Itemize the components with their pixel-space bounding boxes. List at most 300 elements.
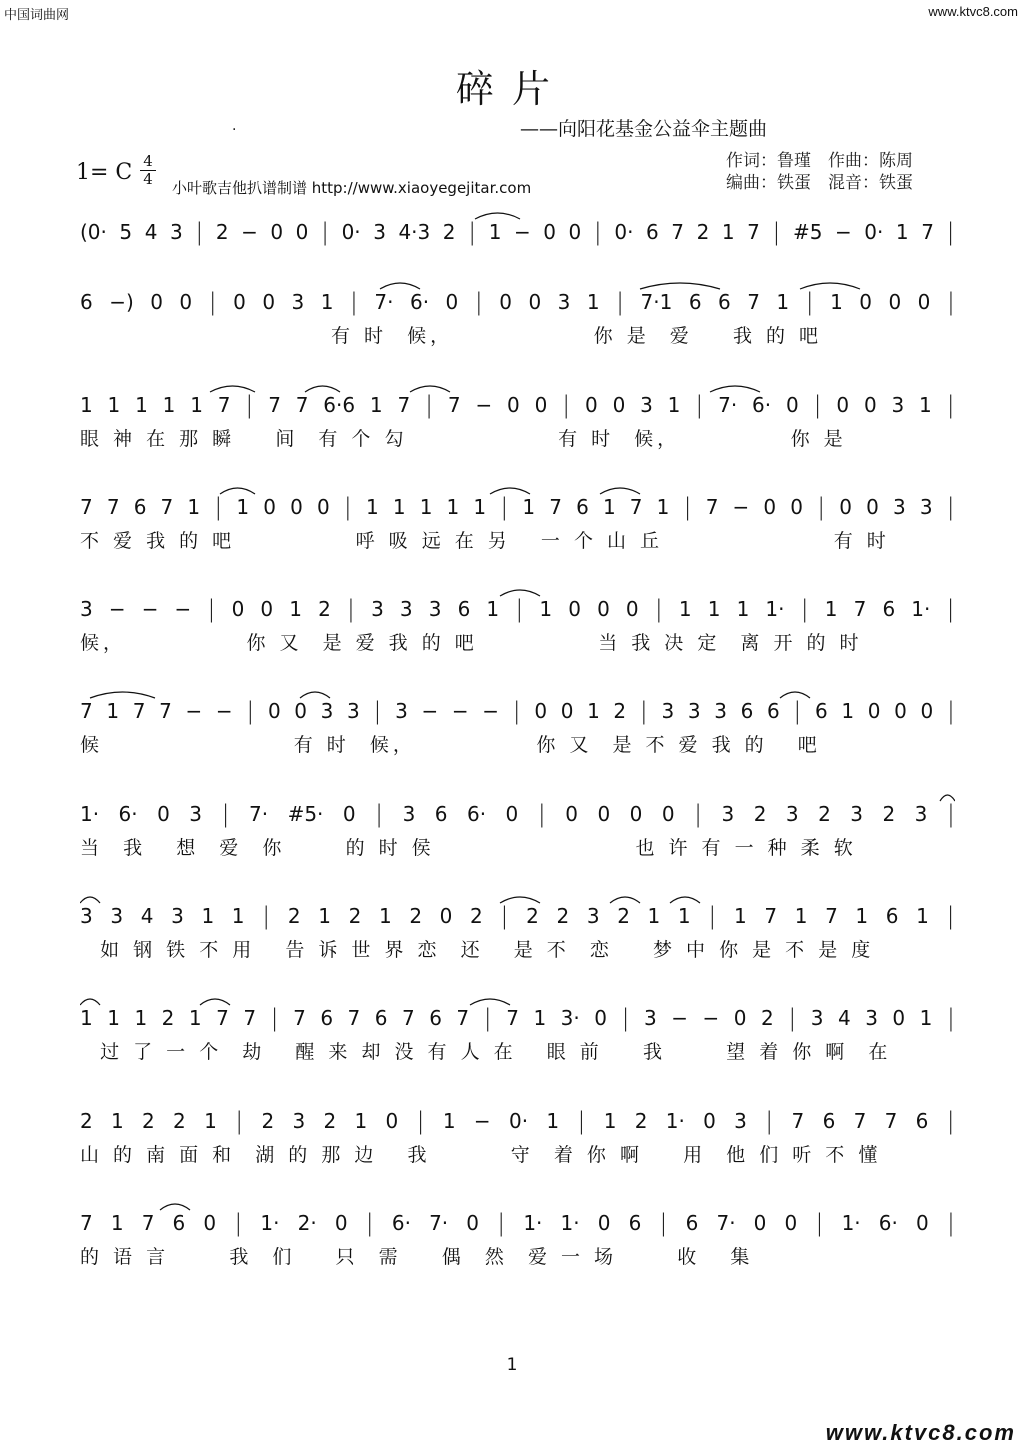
credits-line1: 作词：鲁瑾 作曲：陈周	[726, 151, 913, 171]
note: 3	[395, 699, 408, 723]
note: 0	[534, 699, 548, 723]
note: −	[475, 393, 493, 417]
barline: |	[788, 1004, 797, 1032]
notes-line	[80, 592, 955, 626]
note: 0	[231, 597, 245, 621]
notes-line	[80, 1104, 955, 1138]
note: −)	[109, 290, 134, 314]
barline: |	[946, 697, 955, 725]
note: 7	[106, 495, 120, 519]
barline: |	[817, 493, 826, 521]
note: 0	[763, 495, 777, 519]
note: 7	[216, 1006, 229, 1030]
note: 0	[179, 290, 193, 314]
note: 1·	[665, 1109, 685, 1133]
note: 0	[733, 1006, 747, 1030]
barline: |	[214, 493, 223, 521]
note: 1	[895, 220, 909, 244]
note: 6	[822, 1109, 836, 1133]
note: #5·	[287, 802, 324, 826]
note: 7	[447, 393, 461, 417]
note: 0	[866, 495, 879, 519]
note: 4	[837, 1006, 851, 1030]
note: 0	[385, 1109, 399, 1133]
note: 7	[217, 393, 231, 417]
barline: |	[500, 902, 509, 930]
note: 0	[150, 290, 163, 314]
note: 2	[818, 802, 831, 826]
note: 7	[80, 495, 93, 519]
note: 0	[594, 1006, 607, 1030]
note: 1	[486, 597, 500, 621]
note: 1·	[80, 802, 100, 826]
note: 6	[646, 220, 659, 244]
note: −	[482, 699, 499, 723]
note: 3	[661, 699, 675, 723]
note: 0	[466, 1211, 480, 1235]
note: 7·	[718, 393, 738, 417]
note: 7	[456, 1006, 470, 1030]
note: 0	[260, 597, 274, 621]
note: 0	[703, 1109, 716, 1133]
barline: |	[946, 493, 955, 521]
note: 0	[267, 699, 281, 723]
note: 0	[233, 290, 246, 314]
note: 2	[442, 220, 456, 244]
note: 3	[919, 495, 933, 519]
barline: |	[805, 288, 814, 316]
note: 1	[539, 597, 553, 621]
note: 0	[612, 393, 626, 417]
lyrics-line: 候 有 时 候， 你 又 是 不 爱 我 的 吧	[80, 734, 821, 756]
barline: |	[320, 218, 330, 246]
note: 2	[760, 1006, 774, 1030]
note: 0	[560, 699, 574, 723]
note: 6	[133, 495, 147, 519]
note: 1	[419, 495, 433, 519]
note: 6	[815, 699, 828, 723]
note: 7	[747, 220, 760, 244]
note: 0	[894, 699, 907, 723]
note: 5	[119, 220, 133, 244]
note: 7	[80, 1211, 93, 1235]
note: 3	[291, 290, 305, 314]
note: 1	[446, 495, 460, 519]
note: 2	[753, 802, 767, 826]
note: 0	[294, 699, 308, 723]
note: 2	[80, 1109, 93, 1133]
note: 3	[734, 1109, 747, 1133]
barline: |	[946, 902, 955, 930]
note: 1	[824, 597, 838, 621]
note: 2	[613, 699, 627, 723]
note: 7	[243, 1006, 257, 1030]
barline: |	[621, 1004, 630, 1032]
note: 1	[546, 1109, 560, 1133]
barline: |	[235, 1107, 244, 1135]
note: 1	[473, 495, 487, 519]
barline: |	[813, 391, 822, 419]
transcriber-credit: 小叶歌吉他扒谱制谱 http://www.xiaoyegejitar.com	[172, 179, 532, 197]
note: 7	[268, 393, 281, 417]
note: 1	[855, 904, 869, 928]
barline: |	[365, 1209, 374, 1237]
note: 1	[678, 597, 692, 621]
note: 7	[671, 220, 685, 244]
note: 1	[602, 495, 616, 519]
note: 2	[161, 1006, 175, 1030]
note: 2	[287, 904, 301, 928]
note: 6·	[878, 1211, 898, 1235]
barline: |	[512, 697, 521, 725]
note: 0·	[508, 1109, 529, 1133]
barline: |	[654, 595, 663, 623]
note: 0	[290, 495, 303, 519]
note: 6·	[752, 393, 772, 417]
note: 0	[917, 290, 931, 314]
note: 1	[236, 495, 250, 519]
note: 2·	[297, 1211, 317, 1235]
note: 0	[785, 393, 799, 417]
note: 0	[270, 220, 284, 244]
lyrics-line: 当 我 想 爱 你 的 时 侯 也 许 有 一 种 柔 软	[80, 837, 857, 859]
note: 6	[766, 699, 780, 723]
note: 0	[439, 904, 453, 928]
note: 7·	[249, 802, 269, 826]
note: 7·	[429, 1211, 449, 1235]
note: 1	[231, 904, 245, 928]
note: 2	[173, 1109, 186, 1133]
note: 3	[644, 1006, 657, 1030]
note: 3	[891, 393, 905, 417]
note: 0	[597, 597, 610, 621]
note: 7	[747, 290, 760, 314]
note: 1	[841, 699, 855, 723]
note: 4	[144, 220, 158, 244]
note: 3	[914, 802, 928, 826]
note: 1	[204, 1109, 217, 1133]
note: 6	[374, 1006, 388, 1030]
lyrics-line: 不 爱 我 的 吧 呼 吸 远 在 另 一 个 山 丘 有 时	[80, 530, 890, 552]
note: 0	[568, 597, 581, 621]
note: 1	[586, 290, 600, 314]
note: 7	[629, 495, 643, 519]
note: 0	[661, 802, 675, 826]
barline: |	[694, 800, 703, 828]
barline: |	[262, 902, 271, 930]
note: 0	[342, 802, 356, 826]
note: 3	[347, 699, 360, 723]
note: 3	[810, 1006, 824, 1030]
note: 1	[107, 393, 121, 417]
barline: |	[683, 493, 692, 521]
note: 1	[647, 904, 661, 928]
note: 3	[557, 290, 571, 314]
note: 0	[753, 1211, 767, 1235]
note: 6·	[466, 802, 487, 826]
note: 1	[916, 904, 929, 928]
note: −	[451, 699, 469, 723]
barline: |	[195, 218, 204, 246]
note: 3	[640, 393, 653, 417]
barline: |	[577, 1107, 586, 1135]
barline: |	[946, 391, 955, 419]
barline: |	[562, 391, 571, 419]
note: 7	[549, 495, 562, 519]
barline: |	[246, 697, 255, 725]
note: 3	[171, 904, 184, 928]
barline: |	[208, 288, 217, 316]
note: −	[215, 699, 233, 723]
barline: |	[765, 1107, 774, 1135]
barline: |	[772, 218, 781, 246]
note: 1	[919, 393, 932, 417]
credits-line2: 编曲：铁蛋 混音：铁蛋	[726, 173, 913, 193]
note: −	[185, 699, 203, 723]
key-signature: 1= C	[76, 160, 133, 185]
barline: |	[468, 218, 477, 246]
note: 6·	[409, 290, 430, 314]
note: −	[671, 1006, 689, 1030]
barline: |	[515, 595, 524, 623]
note: 3	[850, 802, 864, 826]
note: 1	[392, 495, 406, 519]
barline: |	[593, 218, 602, 246]
note: 6	[882, 597, 896, 621]
note: 1	[442, 1109, 456, 1133]
lyrics-line: 山 的 南 面 和 湖 的 那 边 我 守 着 你 啊 用 他 们 听 不 懂	[80, 1144, 882, 1166]
stray-dot: ·	[232, 122, 237, 138]
note: 1	[794, 904, 808, 928]
note: 0	[543, 220, 556, 244]
note: 3	[292, 1109, 306, 1133]
note: 0	[499, 290, 512, 314]
notes-line	[80, 1206, 955, 1240]
notes-line	[80, 1001, 955, 1035]
note: 7	[506, 1006, 519, 1030]
note: −	[702, 1006, 720, 1030]
note: 2	[142, 1109, 155, 1133]
note: −	[108, 597, 126, 621]
lyrics-line: 如 钢 铁 不 用 告 诉 世 界 恋 还 是 不 恋 梦 中 你 是 不 是 度	[80, 939, 875, 961]
note: 3	[80, 597, 93, 621]
barline: |	[221, 800, 230, 828]
note: 2	[318, 597, 331, 621]
note: 0	[867, 699, 881, 723]
note: 6·6	[323, 393, 356, 417]
lyrics-line: 眼 神 在 那 瞬 间 有 个 勾 有 时 候， 你 是	[80, 428, 847, 450]
note: 1	[80, 393, 93, 417]
note: 0	[892, 1006, 906, 1030]
note: −	[513, 220, 531, 244]
barline: |	[793, 697, 802, 725]
barline: |	[695, 391, 704, 419]
barline: |	[349, 288, 358, 316]
note: 7	[80, 699, 93, 723]
barline: |	[425, 391, 434, 419]
barline: |	[946, 1107, 955, 1135]
note: 4·3	[398, 220, 431, 244]
note: 3	[865, 1006, 878, 1030]
note: 7	[401, 1006, 415, 1030]
note: 0	[920, 699, 934, 723]
note: 7	[853, 1109, 867, 1133]
barline: |	[946, 288, 955, 316]
note: 1	[707, 597, 721, 621]
note: 0	[565, 802, 578, 826]
note: 1	[919, 1006, 933, 1030]
note: 1	[134, 1006, 148, 1030]
note: 2	[409, 904, 423, 928]
note: 7	[347, 1006, 361, 1030]
note: 6	[172, 1211, 186, 1235]
note: 6	[688, 290, 702, 314]
barline: |	[207, 595, 216, 623]
note: 1	[667, 393, 681, 417]
note: 7	[295, 393, 309, 417]
note: 6·	[391, 1211, 411, 1235]
barline: |	[537, 800, 546, 828]
note: 2	[323, 1109, 337, 1133]
note: 7	[160, 495, 174, 519]
barline: |	[946, 800, 955, 828]
barline: |	[616, 288, 625, 316]
note: 0	[859, 290, 873, 314]
note: 0	[784, 1211, 798, 1235]
barline: |	[234, 1209, 243, 1237]
note: 0	[263, 495, 276, 519]
note: 7	[791, 1109, 805, 1133]
note: 1	[190, 393, 203, 417]
barline: |	[346, 595, 355, 623]
note: 7	[705, 495, 719, 519]
note: 2	[470, 904, 483, 928]
barline: |	[483, 1004, 492, 1032]
song-title: 碎片	[455, 67, 568, 111]
barline: |	[474, 288, 483, 316]
note: 1	[721, 220, 735, 244]
note: 6	[429, 1006, 442, 1030]
barline: |	[373, 697, 382, 725]
note: 0	[836, 393, 850, 417]
lyrics-line: 过 了 一 个 劫 醒 来 却 没 有 人 在 眼 前 我 望 着 你 啊 在	[80, 1041, 892, 1063]
note: 0	[629, 802, 643, 826]
time-sig-top: 4	[143, 152, 153, 170]
barline: |	[245, 391, 254, 419]
note: 7	[132, 699, 146, 723]
footer-watermark: www.ktvc8.com	[825, 1420, 1016, 1445]
note: 3	[687, 699, 701, 723]
barline: |	[416, 1107, 425, 1135]
notes-line	[80, 388, 955, 422]
note: 1	[201, 904, 215, 928]
note: 1	[289, 597, 302, 621]
note: 6	[320, 1006, 334, 1030]
note: −	[421, 699, 439, 723]
note: 6	[885, 904, 899, 928]
note: −	[835, 220, 852, 244]
note: 7	[921, 220, 934, 244]
note: 0	[534, 393, 548, 417]
note: 7	[884, 1109, 898, 1133]
barline: |	[343, 493, 352, 521]
lyrics-line: 候， 你 又 是 爱 我 的 吧 当 我 决 定 离 开 的 时	[80, 632, 863, 654]
note: 2	[882, 802, 896, 826]
note: 0	[915, 1211, 929, 1235]
note: 2	[696, 220, 710, 244]
note: 6	[685, 1211, 699, 1235]
note: 0	[839, 495, 853, 519]
note: 0	[597, 1211, 611, 1235]
note: 6	[457, 597, 471, 621]
note: 1	[106, 699, 120, 723]
note: 7·	[716, 1211, 736, 1235]
note: 6	[915, 1109, 929, 1133]
note: 1	[533, 1006, 547, 1030]
note: 2	[556, 904, 570, 928]
note: 0	[863, 393, 877, 417]
note: 1·	[260, 1211, 280, 1235]
barline: |	[800, 595, 809, 623]
note: 2	[215, 220, 229, 244]
note: 0	[316, 495, 330, 519]
barline: |	[270, 1004, 279, 1032]
note: 0	[585, 393, 598, 417]
header-right-watermark: www.ktvc8.com	[928, 4, 1018, 19]
note: 1	[318, 904, 331, 928]
barline: |	[659, 1209, 668, 1237]
note: −	[473, 1109, 491, 1133]
note: −	[141, 597, 159, 621]
note: 0	[528, 290, 542, 314]
note: 1	[80, 1006, 93, 1030]
note: 3	[586, 904, 600, 928]
note: 3	[721, 802, 735, 826]
note: 3	[714, 699, 727, 723]
note: 1·	[765, 597, 785, 621]
note: 7·1	[640, 290, 673, 314]
note: 7	[141, 1211, 155, 1235]
note: 0	[625, 597, 639, 621]
lyrics-line: 有 时 候， 你 是 爱 我 的 吧	[80, 325, 823, 347]
note: 3	[169, 220, 183, 244]
notes-line	[80, 694, 955, 728]
notes-line	[80, 899, 955, 933]
note: 4	[140, 904, 154, 928]
notes-line	[80, 797, 955, 831]
note: 0	[790, 495, 803, 519]
barline: |	[497, 1209, 506, 1237]
note: 6	[740, 699, 754, 723]
note: 0	[568, 220, 582, 244]
note: 1	[366, 495, 379, 519]
note: 3	[892, 495, 906, 519]
note: 7·	[374, 290, 394, 314]
note: 3·	[560, 1006, 580, 1030]
note: 3	[402, 802, 416, 826]
note: 0·	[341, 220, 361, 244]
note: (0·	[80, 220, 107, 244]
barline: |	[946, 1004, 955, 1032]
note: −	[174, 597, 192, 621]
note: 1	[187, 495, 201, 519]
note: 1	[488, 220, 502, 244]
note: 1	[830, 290, 843, 314]
note: 1	[107, 1006, 120, 1030]
note: 1	[736, 597, 750, 621]
barline: |	[815, 1209, 824, 1237]
time-sig-bottom: 4	[143, 170, 153, 188]
